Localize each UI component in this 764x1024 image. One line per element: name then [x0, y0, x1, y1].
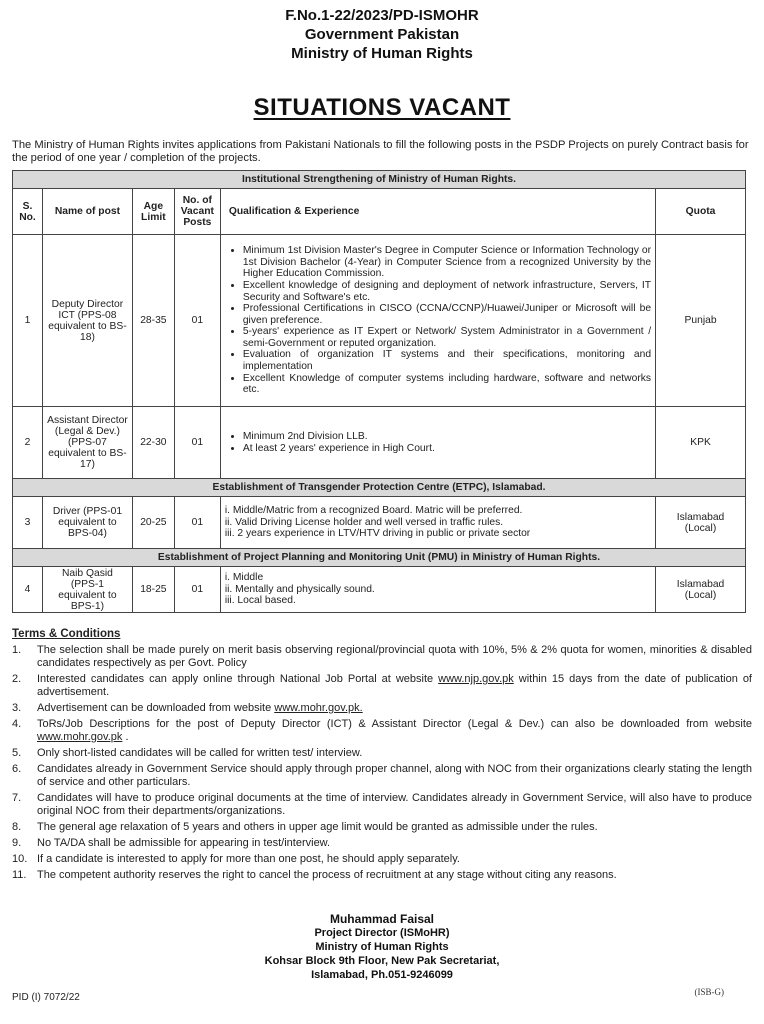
list-item: • 5-years' experience as IT Expert or Network/ System Administrator in a Government / semi-Government or reputed organization. — [243, 326, 651, 349]
isb-code: (ISB-G) — [694, 987, 724, 997]
list-item: • Minimum 1st Division Master's Degree in Computer Science or Information Technology or 1st Division Bachelor (4-Year) in Computer Science from a recognized University by the Higher Education Commission. — [243, 245, 651, 280]
col-header-sno: S. No. — [13, 189, 43, 235]
list-item — [12, 747, 752, 760]
term-text: No TA/DA shall be admissible for appearing in test/interview. — [37, 837, 331, 849]
signatory-address: Kohsar Block 9th Floor, New Pak Secretariat, — [264, 955, 500, 967]
list-item: • Excellent Knowledge of computer systems including hardware, software and networks etc. — [243, 373, 651, 396]
section-title: Institutional Strengthening of Ministry of Human Rights. — [13, 171, 746, 189]
intro-paragraph: The Ministry of Human Rights invites applications from Pakistani Nationals to fill the following posts in the PSDP Projects on purely Contract basis for the period of one year / completion of the projects. — [12, 139, 749, 164]
mohr-link[interactable]: www.mohr.gov.pk. — [274, 702, 363, 714]
term-text: The selection shall be made purely on merit basis observing regional/provincial quota with 10%, 5% & 2% quota for women, minorities & disabled candidates respectively as per Govt. Policy — [37, 644, 752, 669]
term-text: Only short-listed candidates will be called for written test/ interview. — [37, 747, 363, 759]
list-item — [12, 702, 752, 715]
document-header — [0, 6, 764, 63]
term-text-pre: Interested candidates can apply online through National Job Portal at website — [37, 673, 439, 685]
list-item: • Evaluation of organization IT systems and their specifications, monitoring and implementation — [243, 349, 651, 372]
term-text: If a candidate is interested to apply for more than one post, he should apply separately. — [37, 853, 460, 865]
term-number: 5. — [12, 747, 22, 759]
section-title: Establishment of Transgender Protection Centre (ETPC), Islamabad. — [13, 479, 746, 497]
term-text-pre: ToRs/Job Descriptions for the post of Deputy Director (ICT) & Assistant Director (Legal & Dev.) can also be downloaded from website — [37, 718, 752, 730]
term-number: 7. — [12, 792, 22, 804]
signatory-designation: Project Director (ISMoHR) — [314, 927, 450, 939]
row-qualification — [220, 497, 655, 549]
vacancy-table — [12, 170, 746, 613]
list-item: • Professional Certifications in CISCO (CCNA/CCNP)/Huawei/Juniper or Microsoft will be given preference. — [243, 303, 651, 326]
term-text: Candidates already in Government Service should apply through proper channel, along with NOC from their organizations clearly stating the length of service and other particulars. — [37, 763, 752, 788]
signatory-city-phone: Islamabad, Ph.051-9246099 — [311, 969, 453, 981]
terms-and-conditions — [12, 628, 752, 885]
government-name: Government Pakistan — [304, 26, 460, 43]
signatory-name: Muhammad Faisal — [329, 912, 435, 926]
row-age: 18-25 — [132, 567, 174, 613]
list-item — [12, 763, 752, 789]
row-age: 28-35 — [132, 235, 174, 407]
term-number: 4. — [12, 718, 22, 730]
row-sno: 3 — [13, 497, 43, 549]
list-item — [12, 837, 752, 850]
term-text — [37, 702, 752, 715]
table-row — [13, 567, 746, 613]
table-row — [13, 235, 746, 407]
term-number: 2. — [12, 673, 22, 685]
qualification-list — [225, 431, 651, 454]
term-text: Candidates will have to produce original documents at the time of interview. Candidates already in Government Service, will also have to produce original NOC from their departments/organizations. — [37, 792, 752, 817]
row-age: 20-25 — [132, 497, 174, 549]
col-header-quota: Quota — [656, 189, 746, 235]
list-item — [12, 718, 752, 744]
section-row — [13, 549, 746, 567]
row-vacant: 01 — [174, 235, 220, 407]
term-number: 3. — [12, 702, 22, 714]
term-text-pre: Advertisement can be downloaded from website — [37, 702, 275, 714]
signature-block — [0, 912, 764, 982]
section-row — [13, 171, 746, 189]
qualification-list — [225, 245, 651, 396]
row-quota: Islamabad (Local) — [656, 567, 746, 613]
signatory-ministry: Ministry of Human Rights — [315, 941, 449, 953]
row-sno: 2 — [13, 407, 43, 479]
row-quota: KPK — [656, 407, 746, 479]
term-text: The competent authority reserves the right to cancel the process of recruitment at any stage without citing any reasons. — [37, 869, 617, 881]
pid-number: PID (I) 7072/22 — [12, 992, 80, 1003]
row-post: Naib Qasid (PPS-1 equivalent to BPS-1) — [42, 567, 132, 613]
term-number: 8. — [12, 821, 22, 833]
row-vacant: 01 — [174, 407, 220, 479]
table-row — [13, 407, 746, 479]
list-item — [12, 821, 752, 834]
mohr-link[interactable]: www.mohr.gov.pk — [37, 731, 123, 743]
file-number: F.No.1-22/2023/PD-ISMOHR — [285, 7, 479, 24]
term-text-post: within 15 days from the date of publication of advertisement. — [37, 673, 752, 698]
term-text-post: . — [122, 731, 129, 743]
njp-link[interactable]: www.njp.gov.pk — [438, 673, 514, 685]
row-qualification — [220, 235, 655, 407]
term-text — [37, 718, 752, 744]
list-item: i. Middle — [224, 572, 264, 584]
list-item: ii. Mentally and physically sound. — [224, 583, 375, 595]
table-row — [13, 497, 746, 549]
page-title — [0, 94, 764, 122]
title-text: SITUATIONS VACANT — [253, 94, 511, 121]
row-quota: Islamabad (Local) — [656, 497, 746, 549]
row-vacant: 01 — [174, 567, 220, 613]
column-header-row — [13, 189, 746, 235]
row-qualification — [220, 567, 655, 613]
list-item: • Minimum 2nd Division LLB. — [243, 431, 651, 443]
list-item: ii. Valid Driving License holder and well versed in traffic rules. — [224, 516, 504, 528]
row-age: 22-30 — [132, 407, 174, 479]
list-item — [12, 673, 752, 699]
ministry-name: Ministry of Human Rights — [291, 45, 473, 62]
row-qualification — [220, 407, 655, 479]
col-header-vacant: No. of Vacant Posts — [174, 189, 220, 235]
term-number: 11. — [12, 869, 27, 881]
row-post: Driver (PPS-01 equivalent to BPS-04) — [42, 497, 132, 549]
list-item — [12, 792, 752, 818]
list-item — [12, 869, 752, 882]
section-row — [13, 479, 746, 497]
term-number: 1. — [12, 644, 22, 656]
row-post: Deputy Director ICT (PPS-08 equivalent to BS-18) — [42, 235, 132, 407]
list-item: i. Middle/Matric from a recognized Board. Matric will be preferred. — [224, 505, 523, 517]
row-sno: 4 — [13, 567, 43, 613]
section-title: Establishment of Project Planning and Monitoring Unit (PMU) in Ministry of Human Rights. — [13, 549, 746, 567]
term-number: 6. — [12, 763, 22, 775]
list-item: iii. 2 years experience in LTV/HTV driving in public or private sector — [224, 528, 531, 540]
col-header-qualification: Qualification & Experience — [220, 189, 655, 235]
list-item — [12, 644, 752, 670]
term-number: 10. — [12, 853, 28, 865]
list-item — [12, 853, 752, 866]
term-text — [37, 673, 752, 699]
row-quota: Punjab — [656, 235, 746, 407]
col-header-post: Name of post — [42, 189, 132, 235]
col-header-age: Age Limit — [132, 189, 174, 235]
row-vacant: 01 — [174, 497, 220, 549]
term-number: 9. — [12, 837, 22, 849]
list-item: iii. Local based. — [224, 595, 296, 607]
list-item: • At least 2 years' experience in High Court. — [243, 443, 651, 455]
list-item: • Excellent knowledge of designing and deployment of network infrastructure, Servers, IT Security and Software's etc. — [243, 280, 651, 303]
terms-heading: Terms & Conditions — [12, 628, 121, 640]
row-sno: 1 — [13, 235, 43, 407]
term-text: The general age relaxation of 5 years and others in upper age limit would be granted as admissible under the rules. — [37, 821, 598, 833]
row-post: Assistant Director (Legal & Dev.) (PPS-07 equivalent to BS-17) — [42, 407, 132, 479]
